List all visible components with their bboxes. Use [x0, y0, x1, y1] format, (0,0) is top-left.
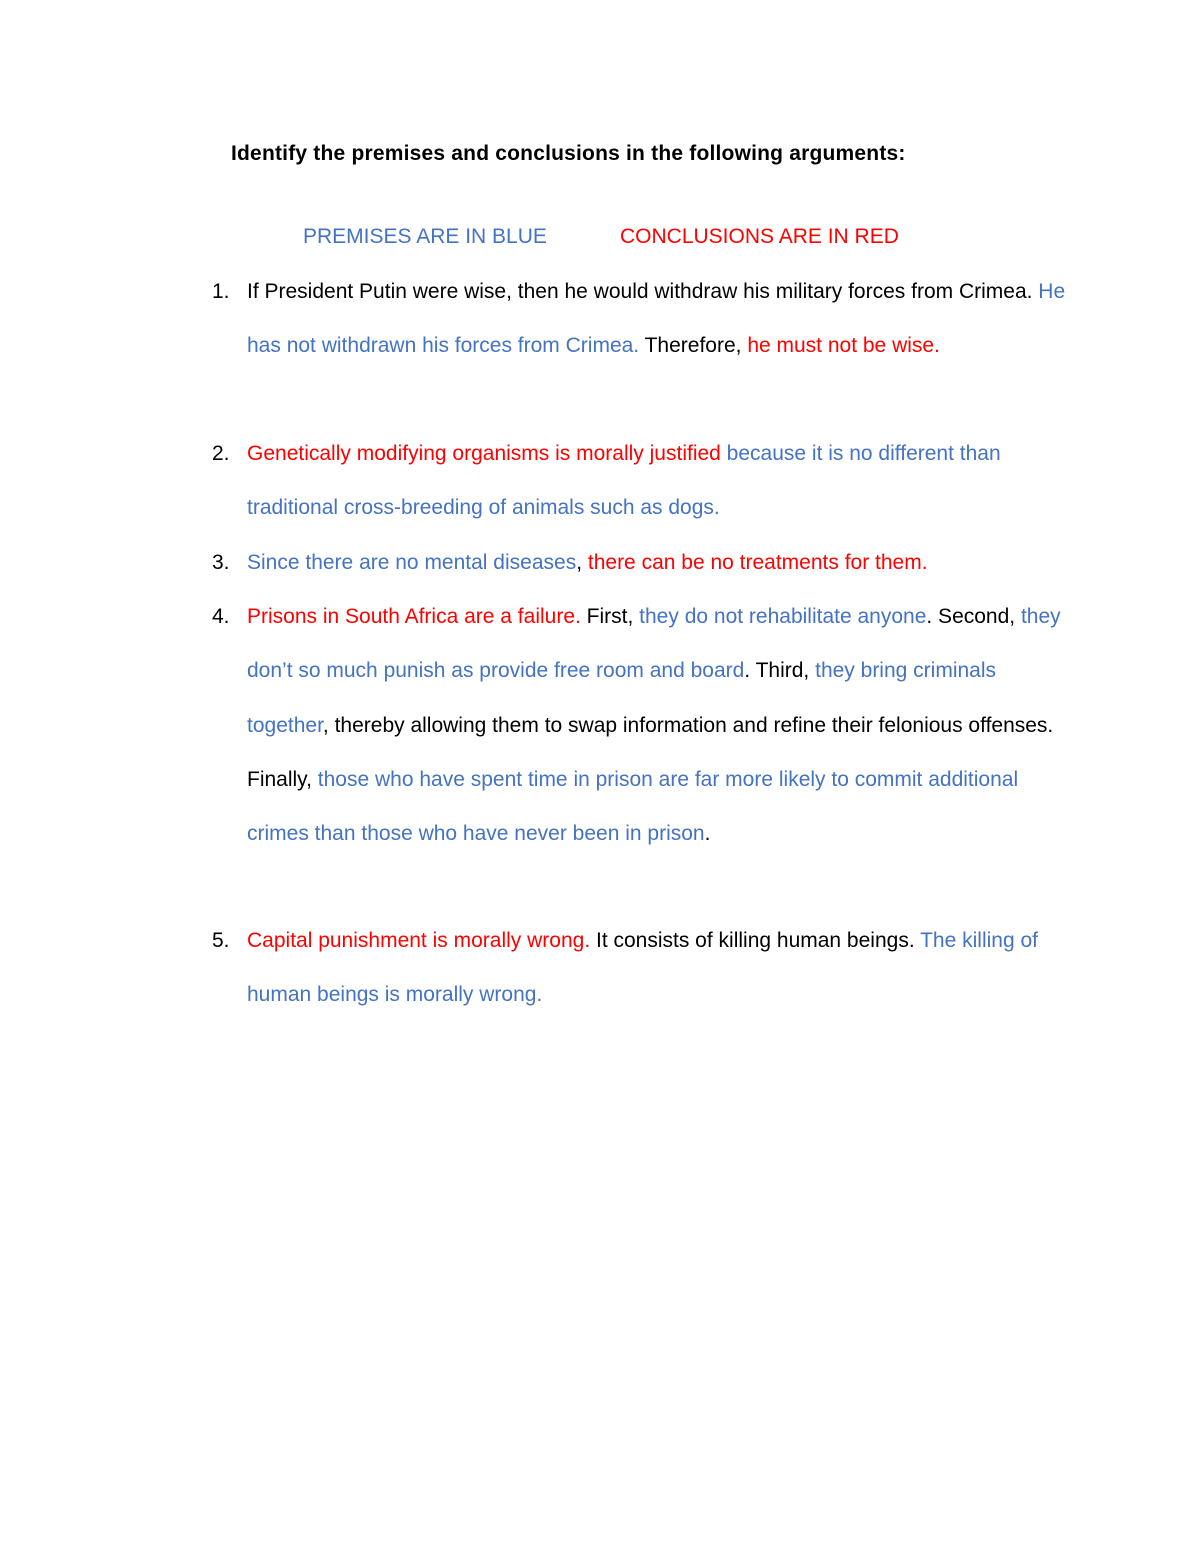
premise-segment: He has not withdrawn his forces from Crimea. [247, 280, 1066, 358]
conclusion-segment: Genetically modifying organisms is morally justified [247, 442, 721, 465]
neutral-segment: First, [580, 605, 640, 628]
argument-item [212, 536, 1072, 590]
argument-item [212, 590, 1072, 861]
conclusion-segment: he must not be wise. [747, 334, 940, 358]
conclusions-legend: CONCLUSIONS ARE IN RED [620, 225, 899, 248]
premise-segment: because it is no different than traditional cross-breeding of animals such as dogs. [247, 442, 1001, 520]
neutral-segment: , [576, 551, 588, 574]
argument-item [212, 265, 1072, 374]
premise-segment: Since there are no mental diseases [247, 551, 577, 574]
neutral-segment: . [704, 822, 711, 846]
argument-number: 1. [212, 280, 230, 303]
neutral-segment: . Third, [744, 659, 816, 683]
neutral-segment: , thereby allowing them to swap information and refine their felonious offenses. Finally, [247, 713, 1054, 791]
argument-number: 3. [212, 551, 230, 574]
page-heading: Identify the premises and conclusions in the following arguments: [231, 142, 906, 165]
argument-text [247, 914, 1072, 1023]
neutral-segment: Therefore, [639, 334, 748, 358]
conclusion-segment: there can be no treatments for them. [587, 551, 928, 574]
premise-segment: they don’t so much punish as provide free room and board [247, 605, 1061, 683]
argument-text [247, 536, 1072, 590]
argument-number: 5. [212, 929, 230, 952]
argument-text [247, 590, 1072, 861]
neutral-segment: It consists of killing human beings. [590, 929, 921, 952]
argument-text [247, 427, 1072, 536]
argument-item [212, 914, 1072, 1023]
premises-legend: PREMISES ARE IN BLUE [303, 225, 547, 248]
argument-item [212, 427, 1072, 536]
premise-segment: they bring criminals together [247, 659, 997, 737]
premise-segment: they do not rehabilitate anyone [639, 605, 927, 628]
premise-segment: The killing of human beings is morally wrong. [247, 929, 1038, 1007]
argument-number: 4. [212, 605, 230, 628]
argument-text [247, 265, 1072, 374]
premise-segment: those who have spent time in prison are far more likely to commit additional crimes than those who have never been in prison [247, 767, 1019, 846]
conclusion-segment: Prisons in South Africa are a failure. [247, 605, 581, 628]
conclusion-segment: Capital punishment is morally wrong. [247, 929, 591, 952]
neutral-segment: If President Putin were wise, then he would withdraw his military forces from Crimea. [247, 280, 1039, 303]
argument-number: 2. [212, 442, 230, 465]
neutral-segment: . Second, [926, 605, 1021, 628]
